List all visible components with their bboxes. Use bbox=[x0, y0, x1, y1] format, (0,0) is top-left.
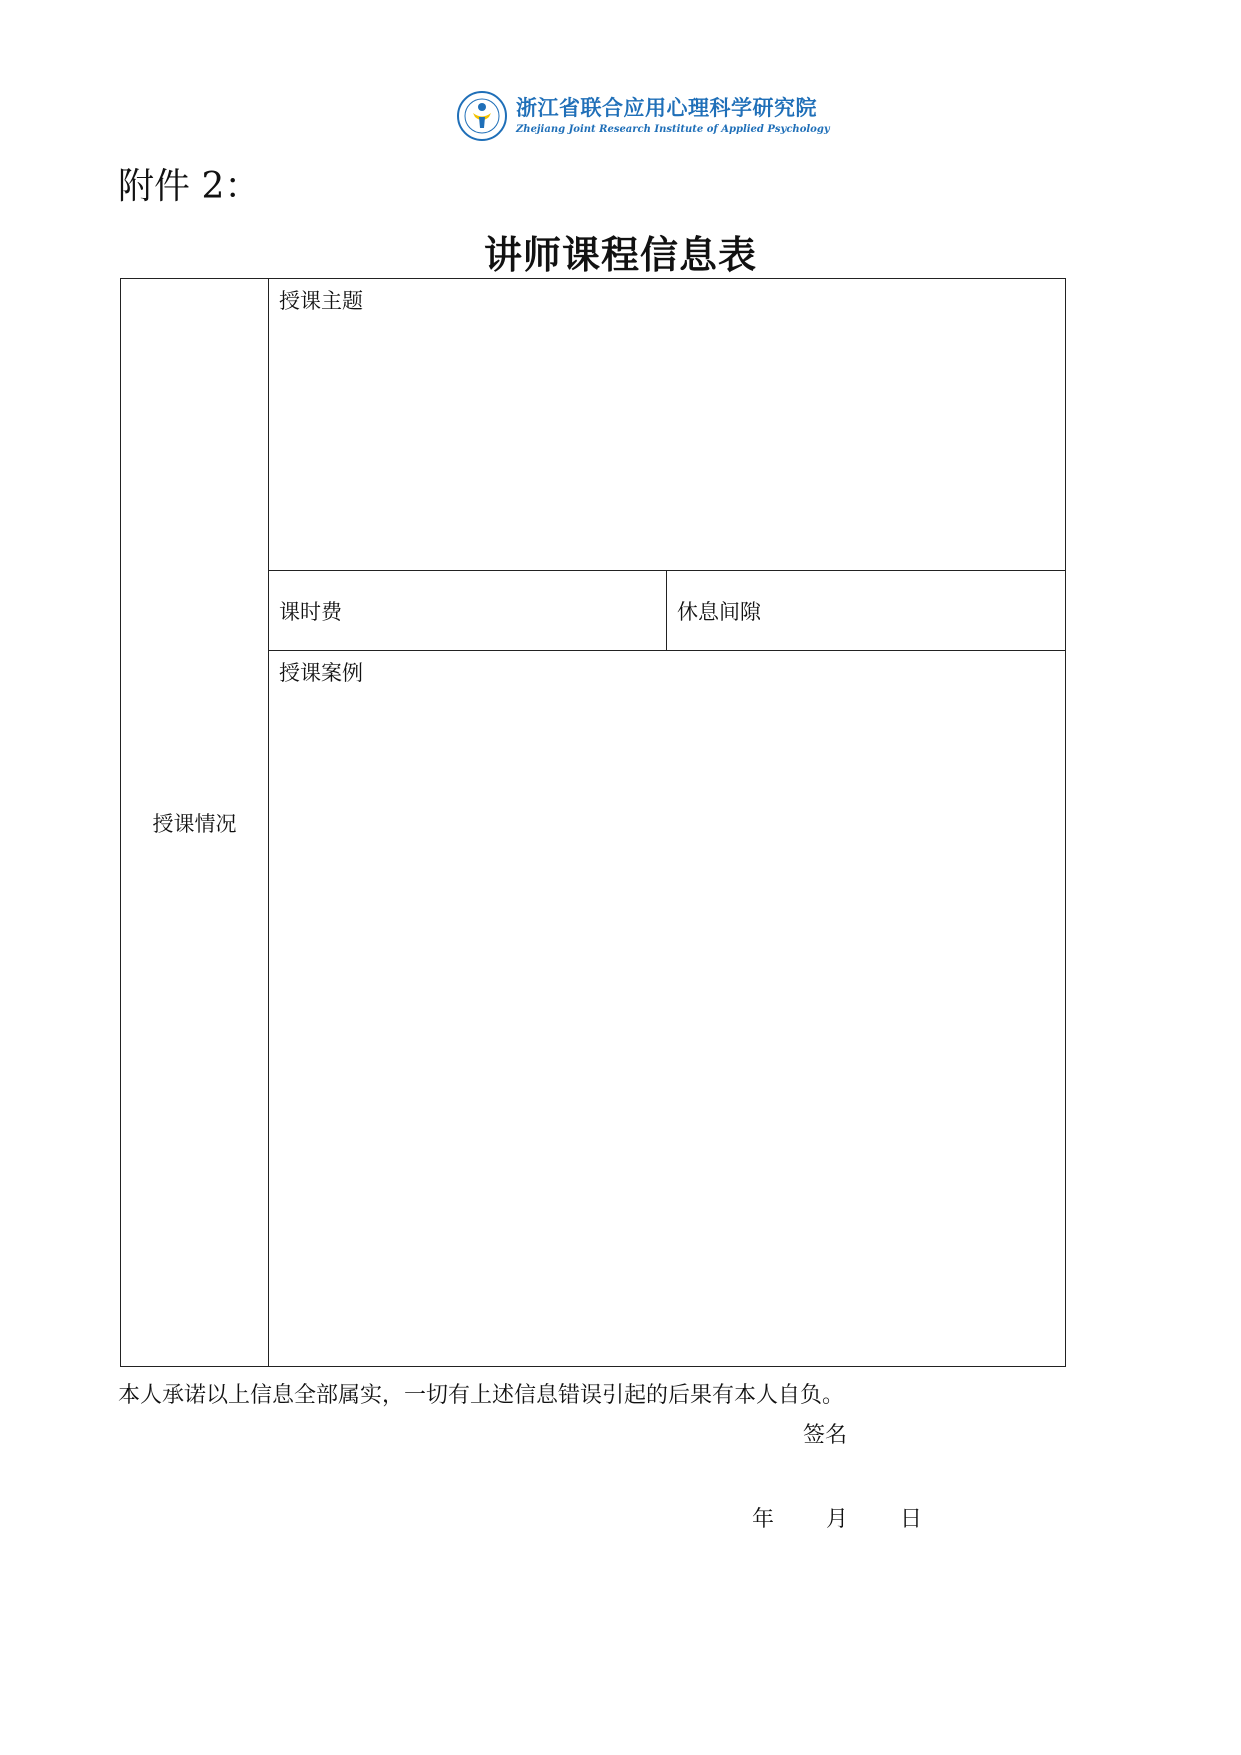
date-month-label: 月 bbox=[826, 1507, 849, 1532]
cases-field[interactable] bbox=[269, 651, 1066, 1367]
date-day-label: 日 bbox=[900, 1507, 923, 1532]
signature-label: 签名 bbox=[803, 1423, 848, 1448]
course-info-table bbox=[120, 278, 1066, 1367]
org-header bbox=[456, 88, 830, 146]
pledge-statement: 本人承诺以上信息全部属实，一切有上述信息错误引起的后果有本人自负。 bbox=[118, 1383, 845, 1408]
topic-label: 授课主题 bbox=[279, 289, 363, 313]
institute-logo-icon bbox=[456, 90, 508, 142]
signature-field[interactable] bbox=[803, 1418, 847, 1449]
org-name-cn: 浙江省联合应用心理科学研究院 bbox=[516, 96, 817, 120]
topic-field[interactable] bbox=[269, 279, 1066, 571]
break-label: 休息间隙 bbox=[677, 599, 761, 624]
date-year-label: 年 bbox=[752, 1507, 775, 1532]
cases-label: 授课案例 bbox=[279, 661, 363, 685]
fee-field[interactable] bbox=[269, 571, 667, 651]
break-field[interactable] bbox=[667, 571, 1066, 651]
date-line bbox=[752, 1502, 922, 1533]
section-teaching-info bbox=[121, 279, 269, 1367]
fee-label: 课时费 bbox=[279, 599, 342, 624]
form-title: 讲师课程信息表 bbox=[483, 232, 757, 277]
attachment-label: 附件 2： bbox=[118, 166, 261, 207]
org-name-en: Zhejiang Joint Research Institute of Applied Psychology bbox=[516, 124, 830, 135]
section-label: 授课情况 bbox=[152, 811, 237, 836]
